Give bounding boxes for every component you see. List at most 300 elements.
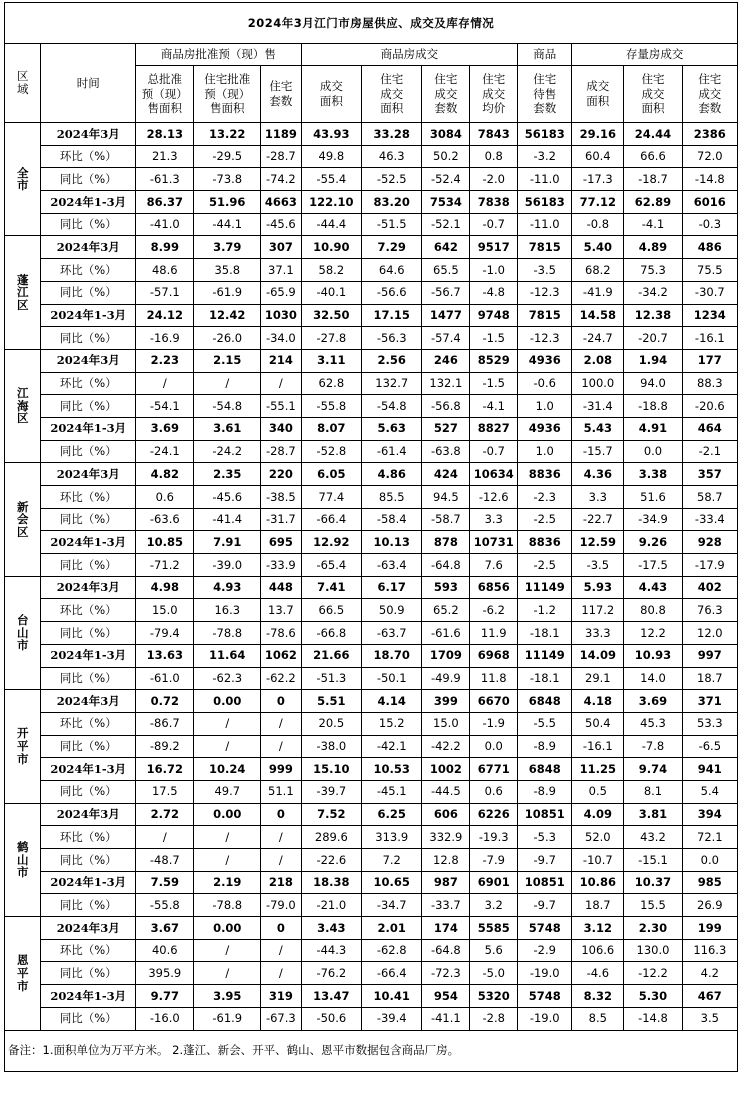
table-cell: 12.0 [682, 622, 737, 645]
table-cell: / [194, 962, 261, 985]
table-cell: 49.7 [194, 780, 261, 803]
table-cell: 0.0 [470, 735, 518, 758]
table-cell: 26.9 [682, 894, 737, 917]
table-cell: -5.5 [518, 712, 572, 735]
table-cell: 33.28 [362, 123, 422, 146]
table-cell: 7.52 [301, 803, 361, 826]
table-row [5, 871, 738, 894]
table-cell: -55.8 [301, 395, 361, 418]
table-cell: 6968 [470, 644, 518, 667]
table-cell: -0.8 [572, 213, 624, 236]
table-cell: -52.5 [362, 168, 422, 191]
row-label: 2024年1-3月 [41, 871, 136, 894]
table-cell: 122.10 [301, 191, 361, 214]
table-cell: 2.08 [572, 349, 624, 372]
table-cell: 4.43 [624, 576, 682, 599]
table-cell: -56.6 [362, 281, 422, 304]
table-cell: -28.7 [261, 145, 302, 168]
table-cell: -0.7 [470, 440, 518, 463]
table-cell: 7.6 [470, 554, 518, 577]
row-label: 2024年3月 [41, 349, 136, 372]
table-cell: 5.93 [572, 576, 624, 599]
table-cell: -0.3 [682, 213, 737, 236]
table-cell: 43.93 [301, 123, 361, 146]
table-cell: 220 [261, 463, 302, 486]
table-cell: 18.38 [301, 871, 361, 894]
table-cell: -44.3 [301, 939, 361, 962]
table-row [5, 395, 738, 418]
table-cell: -24.1 [136, 440, 194, 463]
table-cell: 77.12 [572, 191, 624, 214]
table-cell: 997 [682, 644, 737, 667]
table-cell: 72.0 [682, 145, 737, 168]
table-cell: 65.2 [422, 599, 470, 622]
column-header-8: 住宅 待售 套数 [518, 66, 572, 123]
table-cell: 10.86 [572, 871, 624, 894]
table-cell: -1.9 [470, 712, 518, 735]
table-cell: -39.0 [194, 554, 261, 577]
table-cell: -18.1 [518, 622, 572, 645]
table-cell: -4.8 [470, 281, 518, 304]
table-cell: 394 [682, 803, 737, 826]
table-cell: -57.4 [422, 327, 470, 350]
table-cell: -2.1 [682, 440, 737, 463]
table-cell: -18.1 [518, 667, 572, 690]
table-cell: 10.93 [624, 644, 682, 667]
region-name: 恩 平 市 [5, 917, 41, 1030]
table-cell: 17.15 [362, 304, 422, 327]
table-cell: / [194, 826, 261, 849]
table-cell: 12.2 [624, 622, 682, 645]
table-cell: -30.7 [682, 281, 737, 304]
table-cell: 371 [682, 690, 737, 713]
table-cell: 7.41 [301, 576, 361, 599]
table-cell: 642 [422, 236, 470, 259]
table-cell: 1.0 [518, 395, 572, 418]
table-cell: -42.2 [422, 735, 470, 758]
table-cell: -62.8 [362, 939, 422, 962]
table-cell: 3.69 [624, 690, 682, 713]
table-cell: 116.3 [682, 939, 737, 962]
table-cell: -63.7 [362, 622, 422, 645]
region-name: 蓬 江 区 [5, 236, 41, 349]
table-cell: 11149 [518, 644, 572, 667]
row-label: 2024年1-3月 [41, 417, 136, 440]
table-cell: 16.3 [194, 599, 261, 622]
table-cell: 130.0 [624, 939, 682, 962]
table-cell: 51.1 [261, 780, 302, 803]
table-cell: -78.8 [194, 894, 261, 917]
column-header-6: 住宅 成交 套数 [422, 66, 470, 123]
table-cell: 246 [422, 349, 470, 372]
table-cell: -44.4 [301, 213, 361, 236]
table-cell: -39.7 [301, 780, 361, 803]
table-cell: 0.0 [624, 440, 682, 463]
table-cell: -44.5 [422, 780, 470, 803]
table-cell: -15.1 [624, 849, 682, 872]
table-cell: -5.3 [518, 826, 572, 849]
table-cell: 7.91 [194, 531, 261, 554]
table-row [5, 531, 738, 554]
table-cell: 0.00 [194, 803, 261, 826]
table-cell: 606 [422, 803, 470, 826]
table-cell: 4.82 [136, 463, 194, 486]
table-cell: 5.51 [301, 690, 361, 713]
table-cell: 2.72 [136, 803, 194, 826]
table-cell: 7534 [422, 191, 470, 214]
table-cell: 15.2 [362, 712, 422, 735]
table-cell: -86.7 [136, 712, 194, 735]
table-cell: 15.5 [624, 894, 682, 917]
table-row [5, 508, 738, 531]
table-cell: 2.35 [194, 463, 261, 486]
table-cell: 0.5 [572, 780, 624, 803]
table-row [5, 213, 738, 236]
table-cell: 12.92 [301, 531, 361, 554]
table-cell: 2.15 [194, 349, 261, 372]
table-cell: 18.70 [362, 644, 422, 667]
table-cell: -1.5 [470, 372, 518, 395]
table-cell: -50.6 [301, 1007, 361, 1030]
table-cell: 9517 [470, 236, 518, 259]
row-label: 2024年3月 [41, 236, 136, 259]
table-cell: 8836 [518, 531, 572, 554]
table-cell: 0.00 [194, 690, 261, 713]
table-row [5, 486, 738, 509]
table-cell: -63.8 [422, 440, 470, 463]
table-cell: 3.79 [194, 236, 261, 259]
table-cell: 2386 [682, 123, 737, 146]
table-row [5, 145, 738, 168]
table-cell: -54.8 [194, 395, 261, 418]
table-cell: -19.3 [470, 826, 518, 849]
row-label: 2024年3月 [41, 123, 136, 146]
table-cell: / [194, 849, 261, 872]
column-header-1: 总批准 预（现） 售面积 [136, 66, 194, 123]
table-cell: -78.6 [261, 622, 302, 645]
table-row [5, 985, 738, 1008]
table-row [5, 826, 738, 849]
table-cell: 1.94 [624, 349, 682, 372]
table-cell: -76.2 [301, 962, 361, 985]
table-cell: 5585 [470, 917, 518, 940]
table-cell: 199 [682, 917, 737, 940]
table-cell: 319 [261, 985, 302, 1008]
table-cell: -4.1 [624, 213, 682, 236]
row-label: 同比（%） [41, 281, 136, 304]
table-cell: -58.4 [362, 508, 422, 531]
table-cell: 954 [422, 985, 470, 1008]
table-cell: -11.0 [518, 168, 572, 191]
table-cell: 357 [682, 463, 737, 486]
table-cell: -28.7 [261, 440, 302, 463]
table-cell: 3.81 [624, 803, 682, 826]
table-cell: 6856 [470, 576, 518, 599]
table-cell: 7815 [518, 304, 572, 327]
table-row [5, 236, 738, 259]
table-cell: 0 [261, 690, 302, 713]
table-cell: 29.1 [572, 667, 624, 690]
table-cell: 24.12 [136, 304, 194, 327]
table-cell: 51.96 [194, 191, 261, 214]
table-cell: 50.2 [422, 145, 470, 168]
table-cell: 8.07 [301, 417, 361, 440]
table-cell: -16.1 [682, 327, 737, 350]
table-cell: 14.09 [572, 644, 624, 667]
table-cell: 64.6 [362, 259, 422, 282]
row-label: 同比（%） [41, 622, 136, 645]
table-cell: 10731 [470, 531, 518, 554]
table-cell: 28.13 [136, 123, 194, 146]
table-row [5, 962, 738, 985]
column-header-3: 住宅 套数 [261, 66, 302, 123]
table-cell: / [194, 712, 261, 735]
table-cell: -19.0 [518, 962, 572, 985]
table-cell: 695 [261, 531, 302, 554]
table-cell: -16.1 [572, 735, 624, 758]
table-row [5, 735, 738, 758]
table-cell: 9748 [470, 304, 518, 327]
row-label: 同比（%） [41, 735, 136, 758]
table-cell: -51.5 [362, 213, 422, 236]
table-cell: -4.6 [572, 962, 624, 985]
table-cell: -17.3 [572, 168, 624, 191]
table-cell: -4.1 [470, 395, 518, 418]
table-cell: 6.25 [362, 803, 422, 826]
table-cell: -41.1 [422, 1007, 470, 1030]
table-cell: -12.3 [518, 327, 572, 350]
table-cell: -62.2 [261, 667, 302, 690]
table-cell: 395.9 [136, 962, 194, 985]
table-row [5, 644, 738, 667]
table-cell: -73.8 [194, 168, 261, 191]
table-cell: 11.8 [470, 667, 518, 690]
table-cell: 7.59 [136, 871, 194, 894]
table-cell: / [261, 939, 302, 962]
table-cell: 37.1 [261, 259, 302, 282]
table-cell: 2.01 [362, 917, 422, 940]
table-cell: 218 [261, 871, 302, 894]
table-cell: 3.61 [194, 417, 261, 440]
table-cell: 68.2 [572, 259, 624, 282]
table-cell: 14.0 [624, 667, 682, 690]
table-cell: 56183 [518, 123, 572, 146]
table-cell: / [261, 962, 302, 985]
table-cell: 177 [682, 349, 737, 372]
table-cell: 58.2 [301, 259, 361, 282]
row-label: 同比（%） [41, 168, 136, 191]
column-header-11: 住宅 成交 套数 [682, 66, 737, 123]
header-region [5, 44, 41, 123]
table-cell: -12.3 [518, 281, 572, 304]
table-cell: -39.4 [362, 1007, 422, 1030]
table-cell: -55.4 [301, 168, 361, 191]
table-cell: 6848 [518, 690, 572, 713]
table-cell: -3.5 [572, 554, 624, 577]
row-label: 环比（%） [41, 826, 136, 849]
table-row [5, 417, 738, 440]
table-cell: -41.0 [136, 213, 194, 236]
table-cell: 43.2 [624, 826, 682, 849]
table-row [5, 803, 738, 826]
header-group-pending: 商品 [518, 44, 572, 66]
table-cell: -2.5 [518, 554, 572, 577]
table-cell: 3.69 [136, 417, 194, 440]
table-cell: 0.8 [470, 145, 518, 168]
row-label: 环比（%） [41, 599, 136, 622]
table-cell: / [261, 849, 302, 872]
table-cell: 1189 [261, 123, 302, 146]
region-name: 台 山 市 [5, 576, 41, 689]
table-cell: 49.8 [301, 145, 361, 168]
row-label: 2024年3月 [41, 463, 136, 486]
table-cell: 464 [682, 417, 737, 440]
table-cell: 94.0 [624, 372, 682, 395]
table-cell: 53.3 [682, 712, 737, 735]
table-cell: 33.3 [572, 622, 624, 645]
table-cell: 117.2 [572, 599, 624, 622]
table-cell: -63.4 [362, 554, 422, 577]
table-row [5, 780, 738, 803]
table-cell: 10.37 [624, 871, 682, 894]
table-cell: -66.4 [301, 508, 361, 531]
region-name: 江 海 区 [5, 349, 41, 462]
table-cell: -38.5 [261, 486, 302, 509]
table-cell: 7.29 [362, 236, 422, 259]
table-cell: 5.43 [572, 417, 624, 440]
table-cell: -3.5 [518, 259, 572, 282]
table-cell: -11.0 [518, 213, 572, 236]
table-cell: 0 [261, 803, 302, 826]
table-cell: -45.6 [194, 486, 261, 509]
table-cell: 6670 [470, 690, 518, 713]
table-cell: 399 [422, 690, 470, 713]
table-cell: / [136, 372, 194, 395]
table-cell: 4.91 [624, 417, 682, 440]
table-cell: 12.38 [624, 304, 682, 327]
page-title: 2024年3月江门市房屋供应、成交及库存情况 [5, 3, 738, 44]
table-cell: 3084 [422, 123, 470, 146]
table-cell: / [194, 939, 261, 962]
table-cell: -1.5 [470, 327, 518, 350]
table-cell: 14.58 [572, 304, 624, 327]
row-label: 同比（%） [41, 1007, 136, 1030]
table-cell: -34.7 [362, 894, 422, 917]
table-cell: 6226 [470, 803, 518, 826]
table-cell: -45.1 [362, 780, 422, 803]
table-cell: / [261, 712, 302, 735]
table-cell: 11.64 [194, 644, 261, 667]
table-row [5, 712, 738, 735]
table-row [5, 894, 738, 917]
table-cell: 3.3 [470, 508, 518, 531]
row-label: 2024年3月 [41, 917, 136, 940]
table-cell: 9.77 [136, 985, 194, 1008]
table-cell: -50.1 [362, 667, 422, 690]
table-cell: -31.7 [261, 508, 302, 531]
table-cell: 15.0 [136, 599, 194, 622]
table-cell: 50.4 [572, 712, 624, 735]
region-name: 全 市 [5, 123, 41, 236]
table-cell: 6.05 [301, 463, 361, 486]
table-cell: 4.93 [194, 576, 261, 599]
table-cell: -61.9 [194, 1007, 261, 1030]
table-cell: 72.1 [682, 826, 737, 849]
table-cell: 86.37 [136, 191, 194, 214]
table-cell: 100.0 [572, 372, 624, 395]
row-label: 同比（%） [41, 327, 136, 350]
table-cell: -63.6 [136, 508, 194, 531]
table-cell: 9.74 [624, 758, 682, 781]
table-cell: 4.98 [136, 576, 194, 599]
table-cell: 486 [682, 236, 737, 259]
table-cell: -6.5 [682, 735, 737, 758]
table-cell: 6848 [518, 758, 572, 781]
table-cell: -33.7 [422, 894, 470, 917]
region-name: 新 会 区 [5, 463, 41, 576]
table-cell: 77.4 [301, 486, 361, 509]
table-cell: 1709 [422, 644, 470, 667]
table-cell: 0.72 [136, 690, 194, 713]
table-cell: 928 [682, 531, 737, 554]
table-cell: 12.59 [572, 531, 624, 554]
region-name: 开 平 市 [5, 690, 41, 803]
table-cell: 5748 [518, 917, 572, 940]
table-cell: 467 [682, 985, 737, 1008]
table-cell: -33.4 [682, 508, 737, 531]
table-cell: 35.8 [194, 259, 261, 282]
table-cell: -38.0 [301, 735, 361, 758]
row-label: 同比（%） [41, 440, 136, 463]
table-cell: -2.5 [518, 508, 572, 531]
table-cell: -65.4 [301, 554, 361, 577]
table-cell: / [194, 372, 261, 395]
table-cell: 878 [422, 531, 470, 554]
row-label: 环比（%） [41, 939, 136, 962]
table-cell: 50.9 [362, 599, 422, 622]
header-group-stock: 存量房成交 [572, 44, 738, 66]
table-cell: -79.0 [261, 894, 302, 917]
region-name: 鹤 山 市 [5, 803, 41, 916]
table-cell: 941 [682, 758, 737, 781]
table-cell: 60.4 [572, 145, 624, 168]
table-cell: -61.6 [422, 622, 470, 645]
table-cell: 4.89 [624, 236, 682, 259]
table-cell: -18.7 [624, 168, 682, 191]
table-cell: -65.9 [261, 281, 302, 304]
table-cell: -22.7 [572, 508, 624, 531]
table-cell: -61.4 [362, 440, 422, 463]
table-cell: -7.8 [624, 735, 682, 758]
table-cell: 5748 [518, 985, 572, 1008]
table-cell: / [261, 826, 302, 849]
table-cell: 448 [261, 576, 302, 599]
table-cell: 3.11 [301, 349, 361, 372]
table-row [5, 576, 738, 599]
table-cell: 51.6 [624, 486, 682, 509]
table-row [5, 440, 738, 463]
table-cell: 85.5 [362, 486, 422, 509]
table-cell: -9.7 [518, 894, 572, 917]
table-cell: 18.7 [682, 667, 737, 690]
table-cell: 40.6 [136, 939, 194, 962]
table-cell: 6771 [470, 758, 518, 781]
table-cell: 4936 [518, 349, 572, 372]
table-cell: 10851 [518, 871, 572, 894]
table-cell: -55.8 [136, 894, 194, 917]
table-cell: 7843 [470, 123, 518, 146]
table-row [5, 599, 738, 622]
